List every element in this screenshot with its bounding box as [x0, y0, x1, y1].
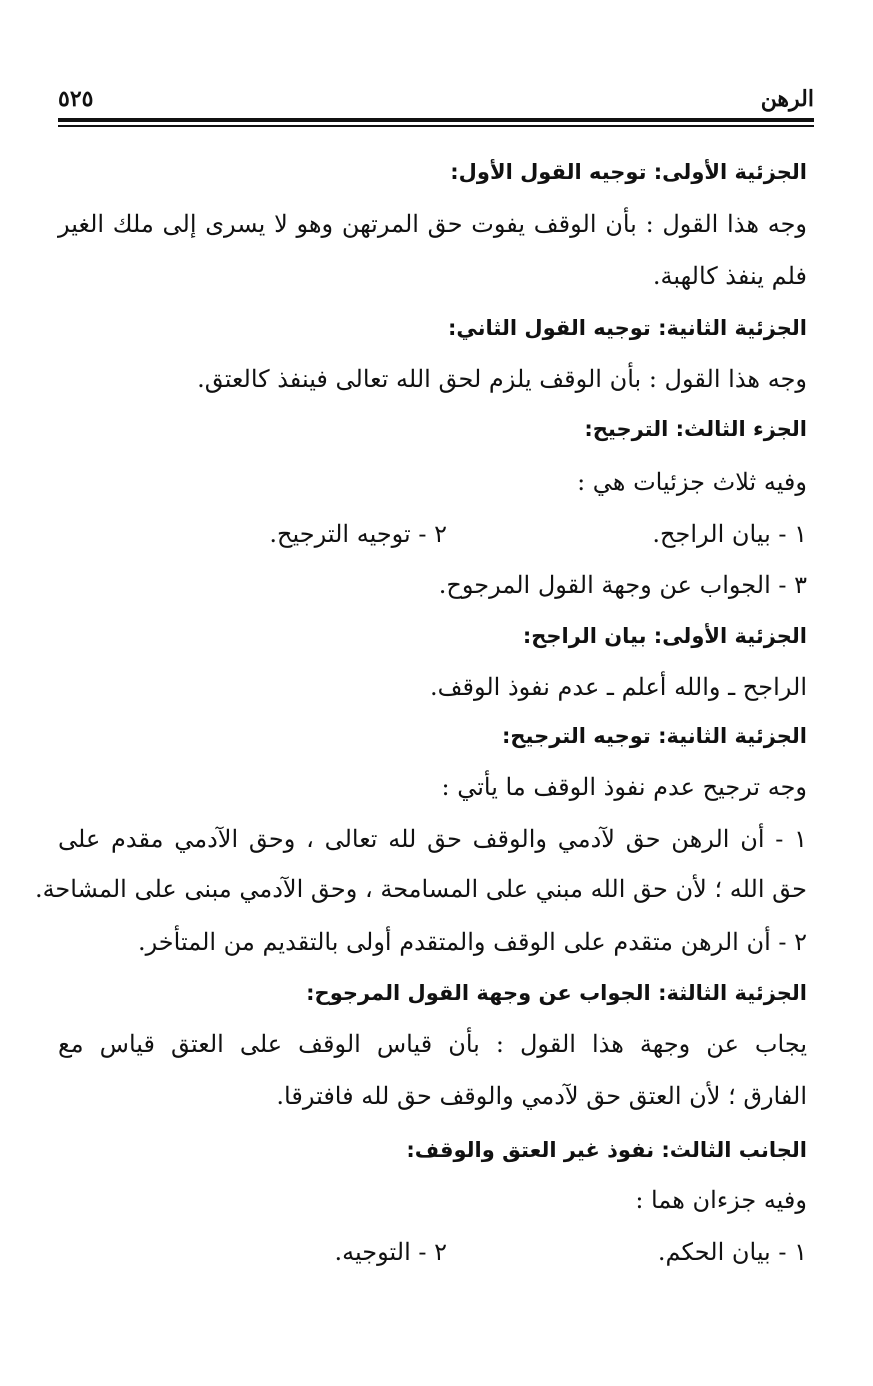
paragraph-line: وفيه ثلاث جزئيات هي :: [577, 468, 807, 496]
paragraph-line: الراجح ـ والله أعلم ـ عدم نفوذ الوقف.: [430, 673, 807, 701]
list-item: ١ - بيان الحكم.: [657, 1238, 807, 1266]
subsection-heading: الجزئية الأولى: بيان الراجح:: [522, 624, 807, 648]
paragraph-line: وفيه جزءان هما :: [635, 1186, 807, 1214]
header-rule-thick: [58, 118, 814, 122]
list-item: ١ - أن الرهن حق لآدمي والوقف حق لله تعالى ، وحق الآدمي مقدم على: [58, 825, 807, 853]
paragraph-line: الفارق ؛ لأن العتق حق لآدمي والوقف حق لله فافترقا.: [276, 1082, 807, 1110]
page-header: [58, 82, 814, 118]
paragraph-line: يجاب عن وجهة هذا القول : بأن قياس الوقف على العتق قياس مع: [58, 1030, 807, 1058]
paragraph-line: وجه هذا القول : بأن الوقف يفوت حق المرتهن وهو لا يسرى إلى ملك الغير: [58, 210, 807, 238]
paragraph-line: فلم ينفذ كالهبة.: [652, 262, 807, 290]
section-heading: الجزء الثالث: الترجيح:: [584, 417, 807, 441]
section-heading: الجانب الثالث: نفوذ غير العتق والوقف:: [406, 1138, 807, 1162]
running-title: الرهن: [760, 86, 814, 112]
subsection-heading: الجزئية الثانية: توجيه الترجيح:: [502, 724, 807, 748]
paragraph-line: وجه ترجيح عدم نفوذ الوقف ما يأتي :: [441, 773, 807, 801]
header-rule-thin: [58, 125, 814, 127]
paragraph-line: حق الله ؛ لأن حق الله مبني على المسامحة ، وحق الآدمي مبنى على المشاحة.: [34, 875, 807, 903]
list-item: ٢ - أن الرهن متقدم على الوقف والمتقدم أولى بالتقديم من المتأخر.: [137, 928, 807, 956]
page-number: ٥٢٥: [58, 86, 94, 112]
list-item: ١ - بيان الراجح.: [652, 520, 807, 548]
subsection-heading: الجزئية الثالثة: الجواب عن وجهة القول المرجوح:: [306, 981, 807, 1005]
list-item: ٣ - الجواب عن وجهة القول المرجوح.: [438, 571, 807, 599]
subsection-heading: الجزئية الثانية: توجيه القول الثاني:: [448, 316, 807, 340]
list-item: ٢ - التوجيه.: [334, 1238, 447, 1266]
paragraph-line: وجه هذا القول : بأن الوقف يلزم لحق الله تعالى فينفذ كالعتق.: [197, 365, 807, 393]
list-item: ٢ - توجيه الترجيح.: [269, 520, 447, 548]
subsection-heading: الجزئية الأولى: توجيه القول الأول:: [450, 160, 807, 184]
